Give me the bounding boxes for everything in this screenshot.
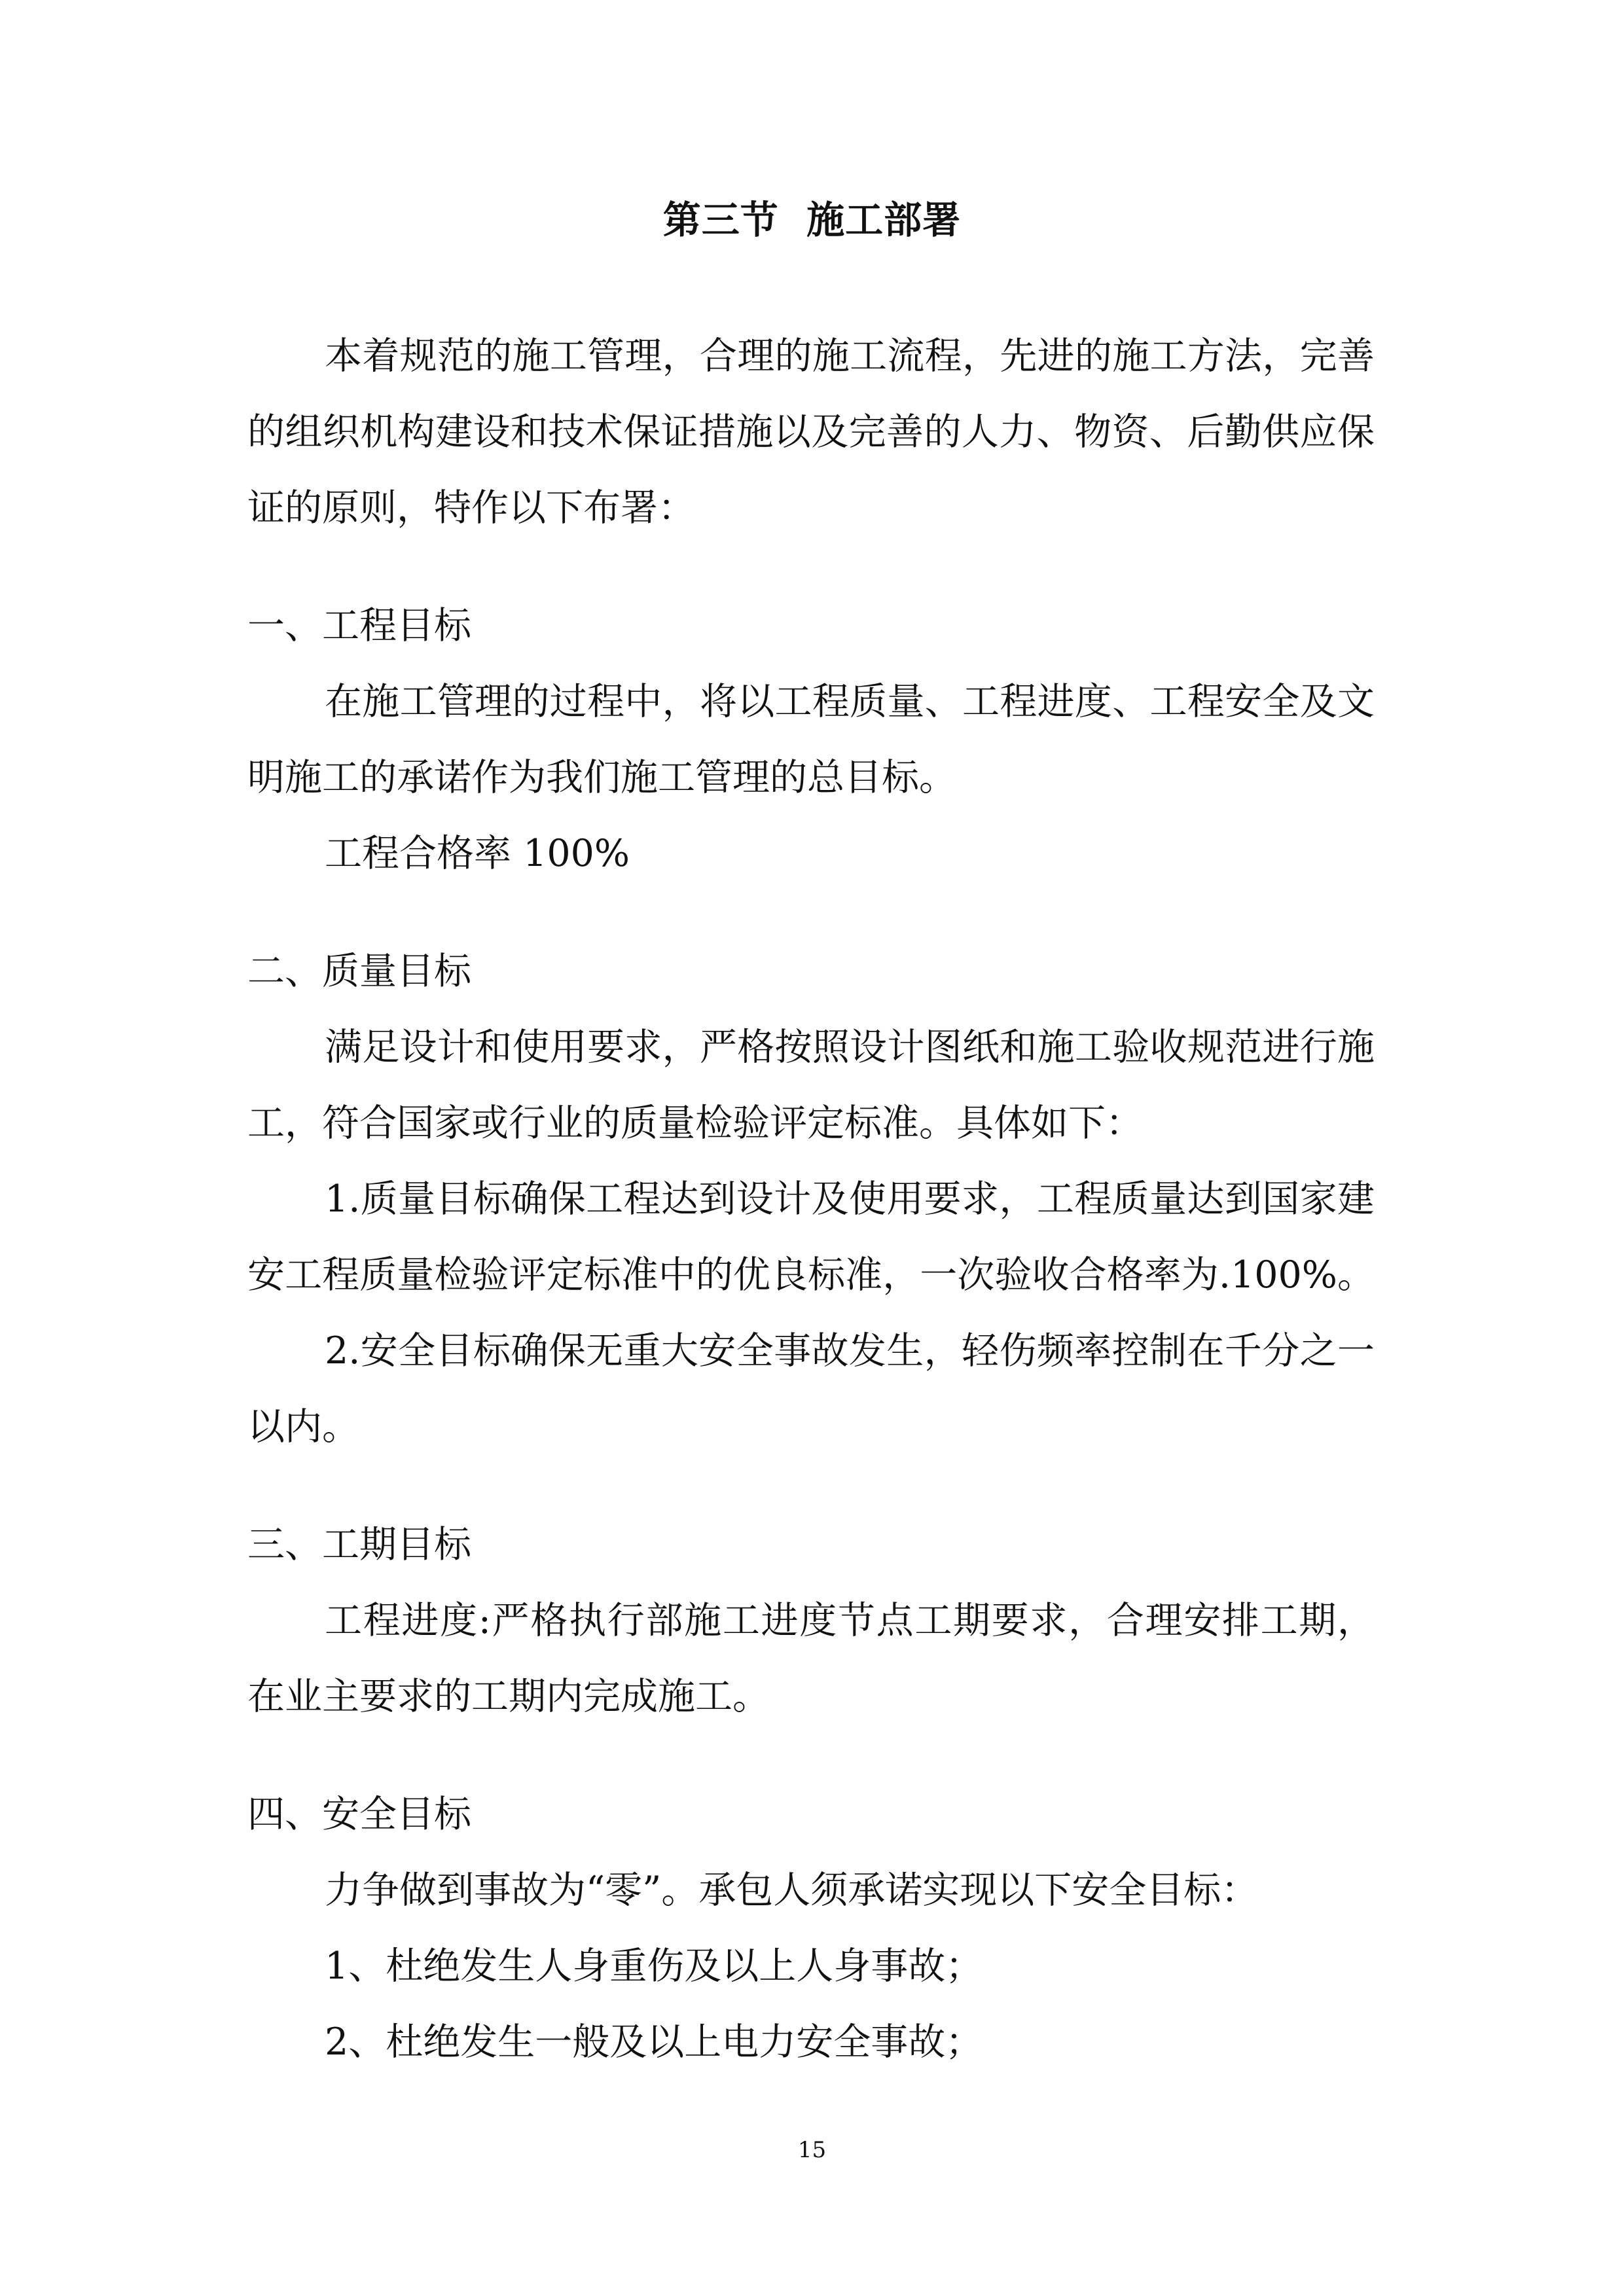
section-3-heading: 三、工期目标 — [247, 1523, 471, 1566]
intro-line-3: 证的原则，特作以下布署： — [247, 486, 695, 529]
page-number: 15 — [797, 2137, 827, 2163]
section-1-line-1: 在施工管理的过程中，将以工程质量、工程进度、工程安全及文 — [325, 680, 1375, 723]
section-3-line-1: 工程进度:严格执行部施工进度节点工期要求，合理安排工期， — [325, 1599, 1375, 1642]
section-1-heading: 一、工程目标 — [247, 604, 471, 647]
intro-line-1: 本着规范的施工管理，合理的施工流程，先进的施工方法，完善 — [325, 334, 1375, 378]
section-3-line-2: 在业主要求的工期内完成施工。 — [247, 1675, 770, 1718]
section-2-line-1: 满足设计和使用要求，严格按照设计图纸和施工验收规范进行施 — [325, 1026, 1375, 1069]
intro-line-2: 的组织机构建设和技术保证措施以及完善的人力、物资、后勤供应保 — [247, 410, 1375, 454]
page-title: 第三节 施工部署 — [662, 198, 962, 242]
safety-item-1: 1、杜绝发生人身重伤及以上人身事故； — [325, 1945, 983, 1988]
section-4-line-1: 力争做到事故为“零”。承包人须承诺实现以下安全目标： — [325, 1869, 1259, 1912]
quality-item-1-line-1: 1.质量目标确保工程达到设计及使用要求，工程质量达到国家建 — [325, 1177, 1375, 1221]
quality-item-1-line-2: 安工程质量检验评定标准中的优良标准，一次验收合格率为.100%。 — [247, 1253, 1375, 1297]
quality-item-2-line-2: 以内。 — [247, 1405, 359, 1448]
quality-item-2-line-1: 2.安全目标确保无重大安全事故发生，轻伤频率控制在千分之一 — [325, 1329, 1375, 1372]
section-1-line-2: 明施工的承诺作为我们施工管理的总目标。 — [247, 756, 956, 799]
section-2-line-2: 工，符合国家或行业的质量检验评定标准。具体如下： — [247, 1102, 1143, 1145]
section-2-heading: 二、质量目标 — [247, 950, 471, 993]
safety-item-2: 2、杜绝发生一般及以上电力安全事故； — [325, 2020, 983, 2064]
section-1-rate: 工程合格率 100% — [325, 832, 630, 875]
section-4-heading: 四、安全目标 — [247, 1793, 471, 1836]
